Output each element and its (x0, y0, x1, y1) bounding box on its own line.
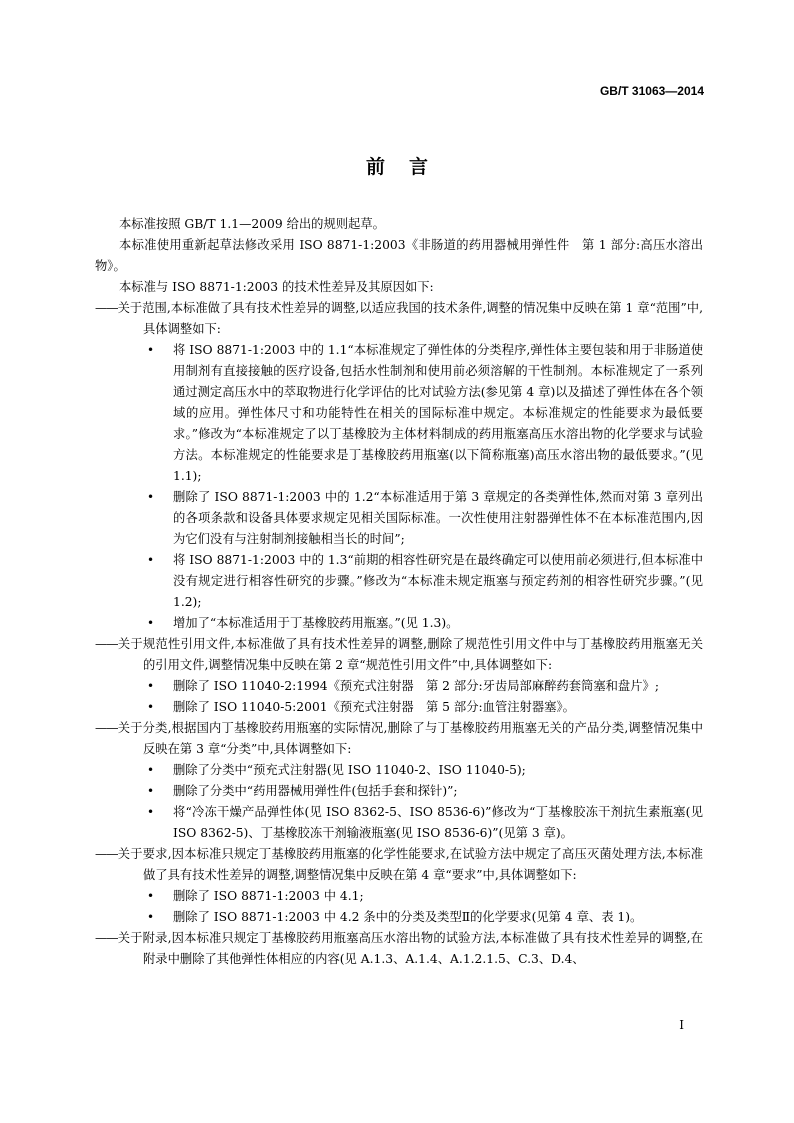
bullet-icon: • (147, 490, 155, 504)
dash-item-classification (95, 718, 703, 760)
bullet-icon: • (147, 700, 155, 714)
dash-item-text: 关于规范性引用文件,本标准做了具有技术性差异的调整,删除了规范性引用文件中与丁基橡胶药用瓶塞无关的引用文件,调整情况集中反映在第 2 章“规范性引用文件”中,具体调整如下: (117, 637, 703, 672)
bullet-icon: • (147, 910, 155, 924)
bullet-item (95, 487, 703, 550)
page-number: I (679, 1018, 684, 1032)
bullet-text: 删除了 ISO 11040-5:2001《预充式注射器 第 5 部分:血管注射器塞》。 (173, 700, 575, 714)
bullet-item (95, 676, 703, 697)
bullet-item (95, 340, 703, 487)
intro-paragraph: 本标准按照 GB/T 1.1—2009 给出的规则起草。 (119, 217, 385, 231)
dash-item-requirements (95, 844, 703, 886)
dash-item-annex (95, 928, 703, 970)
bullet-text: 增加了“本标准适用于丁基橡胶药用瓶塞。”(见 1.3)。 (173, 616, 459, 630)
dash-marker: —— (95, 301, 118, 315)
bullet-icon: • (147, 889, 155, 903)
bullet-text: 将 ISO 8871-1:2003 中的 1.3“前期的相容性研究是在最终确定可以使用前必须进行,但本标准中没有规定进行相容性研究的步骤。”修改为“本标准未规定瓶塞与预定药剂的相容性研究步骤。”(见 1.2); (173, 553, 703, 609)
dash-marker: —— (95, 721, 118, 735)
bullet-item (95, 697, 703, 718)
dash-item-text: 关于分类,根据国内丁基橡胶药用瓶塞的实际情况,删除了与丁基橡胶药用瓶塞无关的产品分类,调整情况集中反映在第 3 章“分类”中,具体调整如下: (117, 721, 703, 756)
bullet-item (95, 781, 703, 802)
bullet-item (95, 802, 703, 844)
bullet-text: 删除了分类中“药用器械用弹性件(包括手套和探针)”; (173, 784, 458, 798)
bullet-item (95, 907, 703, 928)
bullet-icon: • (147, 679, 155, 693)
bullet-icon: • (147, 616, 155, 630)
bullet-text: 删除了 ISO 8871-1:2003 中的 1.2“本标准适用于第 3 章规定的各类弹性体,然而对第 3 章列出的各项条款和设备具体要求规定见相关国际标准。一次性使用注射器弹性体不在本标准范围内,因为它们没有与注射制剂接触相当长的时间”; (173, 490, 703, 546)
intro-paragraph: 本标准使用重新起草法修改采用 ISO 8871-1:2003《非肠道的药用器械用弹性件 第 1 部分:高压水溶出物》。 (95, 238, 703, 273)
bullet-item (95, 760, 703, 781)
bullet-text: 删除了 ISO 8871-1:2003 中 4.2 条中的分类及类型Ⅱ的化学要求(见第 4 章、表 1)。 (173, 910, 643, 924)
dash-marker: —— (95, 847, 118, 861)
bullet-icon: • (147, 343, 155, 357)
dash-marker: —— (95, 637, 118, 651)
bullet-text: 将 ISO 8871-1:2003 中的 1.1“本标准规定了弹性体的分类程序,弹性体主要包装和用于非肠道使用制剂有直接接触的医疗设备,包括水性制剂和使用前必须溶解的干性制剂。本标准规定了一系列通过测定高压水中的萃取物进行化学评估的比对试验方法(参见第 4 章)以及描述了弹性体在各个领域的应用。弹性体尺寸和功能特性在相关的国际标准中规定。本标准规定的性能要求为最低要求。”修改为“本标准规定了以丁基橡胶为主体材料制成的药用瓶塞高压水溶出物的化学要求与试验方法。本标准规定的性能要求是丁基橡胶药用瓶塞(以下简称瓶塞)高压水溶出物的最低要求。”(见 1.1); (173, 343, 703, 483)
bullet-icon: • (147, 553, 155, 567)
dash-marker: —— (95, 931, 118, 945)
bullet-text: 删除了分类中“预充式注射器(见 ISO 11040-2、ISO 11040-5); (173, 763, 526, 777)
intro-paragraph: 本标准与 ISO 8871-1:2003 的技术性差异及其原因如下: (119, 280, 434, 294)
bullet-text: 将“冷冻干燥产品弹性体(见 ISO 8362-5、ISO 8536-6)”修改为“丁基橡胶冻干剂抗生素瓶塞(见 ISO 8362-5)、丁基橡胶冻干剂输液瓶塞(见 ISO 8536-6)”(见第 3 章)。 (173, 805, 703, 840)
bullet-icon: • (147, 763, 155, 777)
bullet-item (95, 550, 703, 613)
bullet-item (95, 613, 703, 634)
dash-item-scope (95, 298, 703, 340)
bullet-icon: • (147, 805, 155, 819)
dash-item-text: 关于要求,因本标准只规定丁基橡胶药用瓶塞的化学性能要求,在试验方法中规定了高压灭菌处理方法,本标准做了具有技术性差异的调整,调整情况集中反映在第 4 章“要求”中,具体调整如下: (117, 847, 703, 882)
bullet-icon: • (147, 784, 155, 798)
dash-item-text: 关于附录,因本标准只规定丁基橡胶药用瓶塞高压水溶出物的试验方法,本标准做了具有技术性差异的调整,在附录中删除了其他弹性体相应的内容(见 A.1.3、A.1.4、A.1.2.1.5、C.3、D.4、 (117, 931, 703, 966)
standard-number: GB/T 31063—2014 (599, 84, 704, 98)
document-body (95, 214, 703, 970)
dash-item-text: 关于范围,本标准做了具有技术性差异的调整,以适应我国的技术条件,调整的情况集中反映在第 1 章“范围”中,具体调整如下: (117, 301, 703, 336)
bullet-text: 删除了 ISO 11040-2:1994《预充式注射器 第 2 部分:牙齿局部麻醉药套筒塞和盘片》; (173, 679, 659, 693)
dash-item-references (95, 634, 703, 676)
bullet-item (95, 886, 703, 907)
page-title: 前言 (365, 156, 452, 178)
bullet-text: 删除了 ISO 8871-1:2003 中 4.1; (173, 889, 364, 903)
